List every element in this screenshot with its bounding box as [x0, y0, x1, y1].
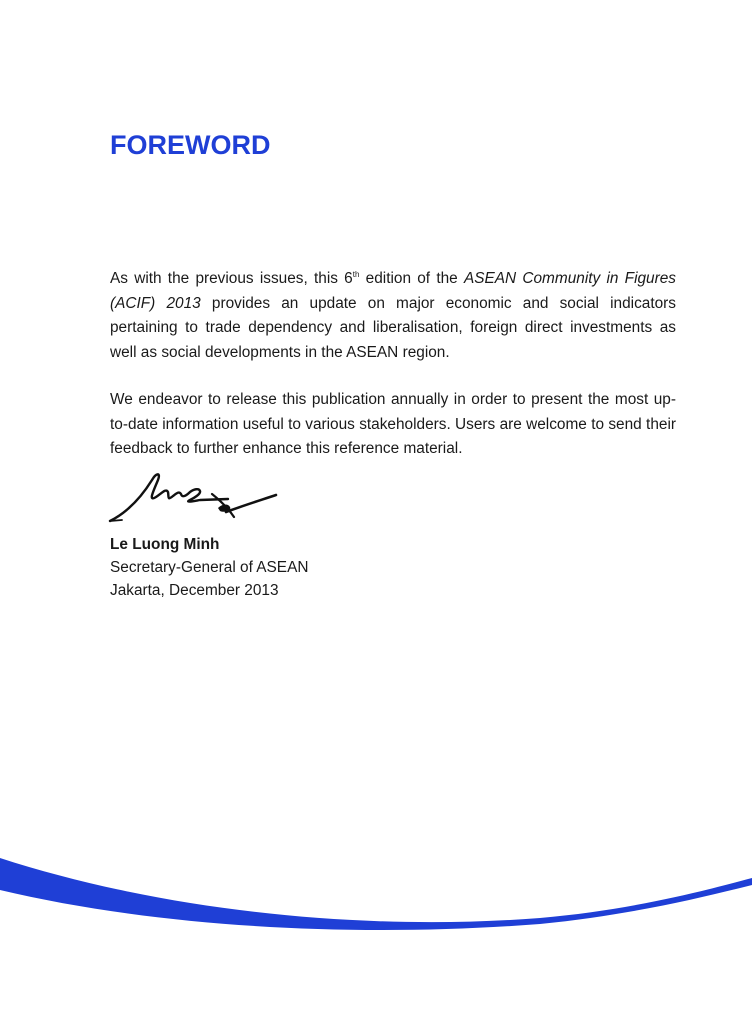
- decorative-blue-swoosh: [0, 840, 752, 950]
- foreword-paragraph-2: We endeavor to release this publication annually in order to present the most up-to-date information useful to various stakeholders. Users are welcome to send their feedback to further enhance this reference material.: [110, 391, 676, 457]
- signer-place-date: Jakarta, December 2013: [110, 582, 279, 599]
- paragraph-1-text-b: edition of the: [359, 270, 464, 287]
- publication-title: ASEAN Community in Figures (ACIF) 2013: [110, 270, 676, 312]
- foreword-paragraph-1: [110, 267, 676, 365]
- signer-block: [110, 533, 308, 602]
- handwritten-signature: [106, 468, 282, 528]
- paragraph-1-text-a: As with the previous issues, this 6: [110, 270, 353, 287]
- paragraph-1-text-c: provides an update on major economic and social indicators pertaining to trade dependency and liberalisation, foreign direct investments as well as social developments in the ASEAN region.: [110, 294, 676, 361]
- edition-superscript: th: [352, 269, 360, 279]
- signer-name: Le Luong Minh: [110, 536, 220, 553]
- page-title: FOREWORD: [110, 130, 271, 160]
- signer-title: Secretary-General of ASEAN: [110, 559, 309, 576]
